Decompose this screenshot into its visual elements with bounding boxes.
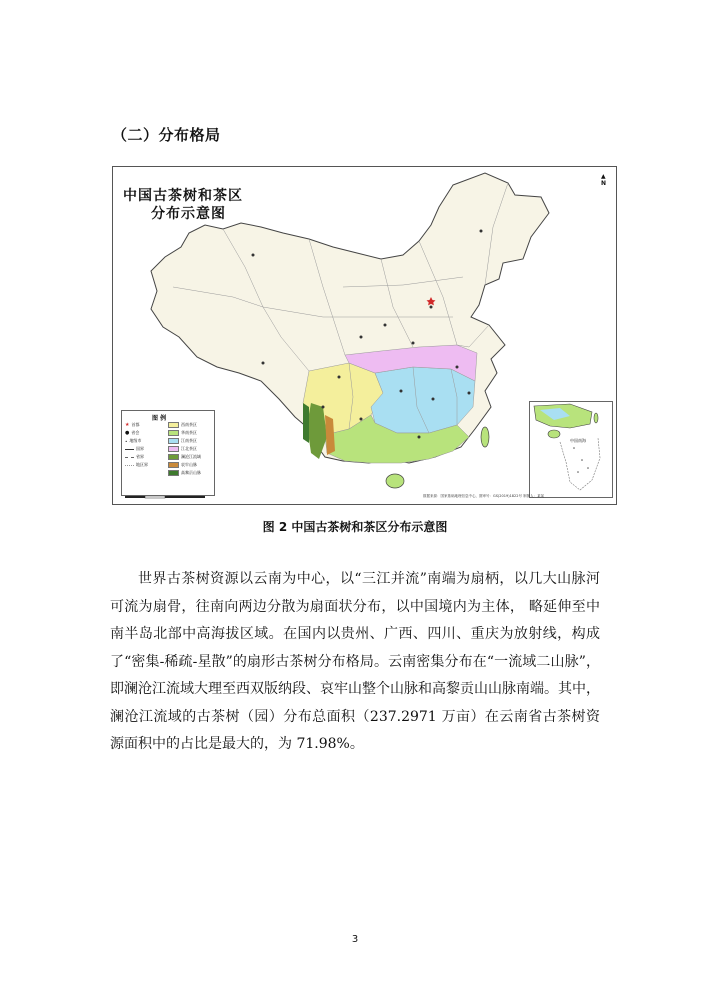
tea-distribution-map-figure [112, 166, 617, 505]
inset-map-graphic [530, 402, 612, 497]
jiangnan-swatch [168, 438, 179, 444]
page-number: 3 [351, 934, 359, 945]
taiwan-island [481, 427, 489, 447]
legend-region-border-label: 地区界 [136, 462, 148, 467]
legend-zone-ailao [168, 462, 197, 468]
figure-caption: 图 2 中国古茶树和茶区分布示意图 [262, 520, 448, 534]
dashed-line-icon [125, 457, 134, 458]
map-title-line2: 分布示意图 [151, 206, 226, 222]
legend-capital-label: 首都 [131, 422, 140, 427]
legend-zone-ailao-label: 哀牢山脉 [181, 462, 197, 467]
small-dot-icon: • [125, 438, 128, 444]
legend-region-border [125, 462, 148, 468]
legend-capital [125, 422, 139, 428]
legend-zone-south-china-label: 华南茶区 [181, 430, 197, 435]
legend-provincial-capital [125, 430, 139, 436]
scale-bar [125, 496, 205, 498]
legend-prefecture-city [125, 438, 141, 444]
legend-zone-southwest [168, 422, 197, 428]
legend-zone-jiangbei-label: 江北茶区 [181, 446, 197, 451]
jiangbei-swatch [168, 446, 179, 452]
north-label: N [601, 180, 607, 187]
legend-zone-lancang [168, 454, 201, 460]
section-title: （二）分布格局 [112, 126, 221, 144]
legend-national-border [125, 446, 144, 452]
hainan-island [386, 474, 404, 488]
line-icon [125, 449, 134, 450]
map-source-note: 数据来源：国家基础地理信息中心，图审号：GS(2019)1822号 制图人：某某 [423, 494, 545, 498]
legend-zone-jiangnan-label: 江南茶区 [181, 438, 197, 443]
body-text [110, 566, 600, 759]
map-title-line1: 中国古茶树和茶区 [123, 188, 243, 204]
gaoligong-swatch [168, 470, 179, 476]
legend-zone-jiangnan [168, 438, 197, 444]
legend-prefecture-city-label: 地级市 [129, 438, 142, 443]
legend-province-border-label: 省界 [136, 454, 144, 459]
legend-national-border-label: 国界 [136, 446, 144, 451]
legend-zone-south-china [168, 430, 197, 436]
body-paragraph: 世界古茶树资源以云南为中心，以“三江并流”南端为扇柄，以几大山脉河可流为扇骨，往南向两边分散为扇面状分布，以中国境内为主体， 略延伸至中南半岛北部中高海拔区域。在国内以贵州、广西、四川、重庆为放射线，构成了“密集-稀疏-星散”的扇形古茶树分布格局。云南密集分布在“一流域二山脉”，即澜沧江流域大理至西双版纳段、哀牢山整个山脉和高黎贡山山脉南端。其中，澜沧江流域的古茶树（园）分布总面积（237.2971 万亩）在云南省古茶树资源面积中的占比是最大的，为 71.98%。 [110, 571, 600, 752]
dot-icon: ● [125, 430, 130, 436]
north-arrow-icon: ▲ N [601, 173, 607, 187]
legend-zone-jiangbei [168, 446, 197, 452]
inset-label: 中国南海 [570, 438, 586, 443]
map-legend [121, 410, 215, 496]
legend-zone-lancang-label: 澜沧江流域 [181, 454, 201, 459]
south-china-sea-inset [529, 401, 613, 498]
legend-zone-gaoligong [168, 470, 201, 476]
south-china-swatch [168, 430, 179, 436]
southwest-swatch [168, 422, 179, 428]
ailao-swatch [168, 462, 179, 468]
dotted-line-icon [125, 465, 134, 466]
legend-provincial-capital-label: 省会 [131, 430, 140, 435]
star-icon: ★ [125, 422, 130, 428]
gaoligong-mountains [303, 403, 309, 443]
legend-title: 图 例 [152, 415, 167, 422]
legend-zone-southwest-label: 西南茶区 [181, 422, 197, 427]
legend-province-border [125, 454, 144, 460]
legend-zone-gaoligong-label: 高黎贡山脉 [181, 470, 201, 475]
lancang-swatch [168, 454, 179, 460]
